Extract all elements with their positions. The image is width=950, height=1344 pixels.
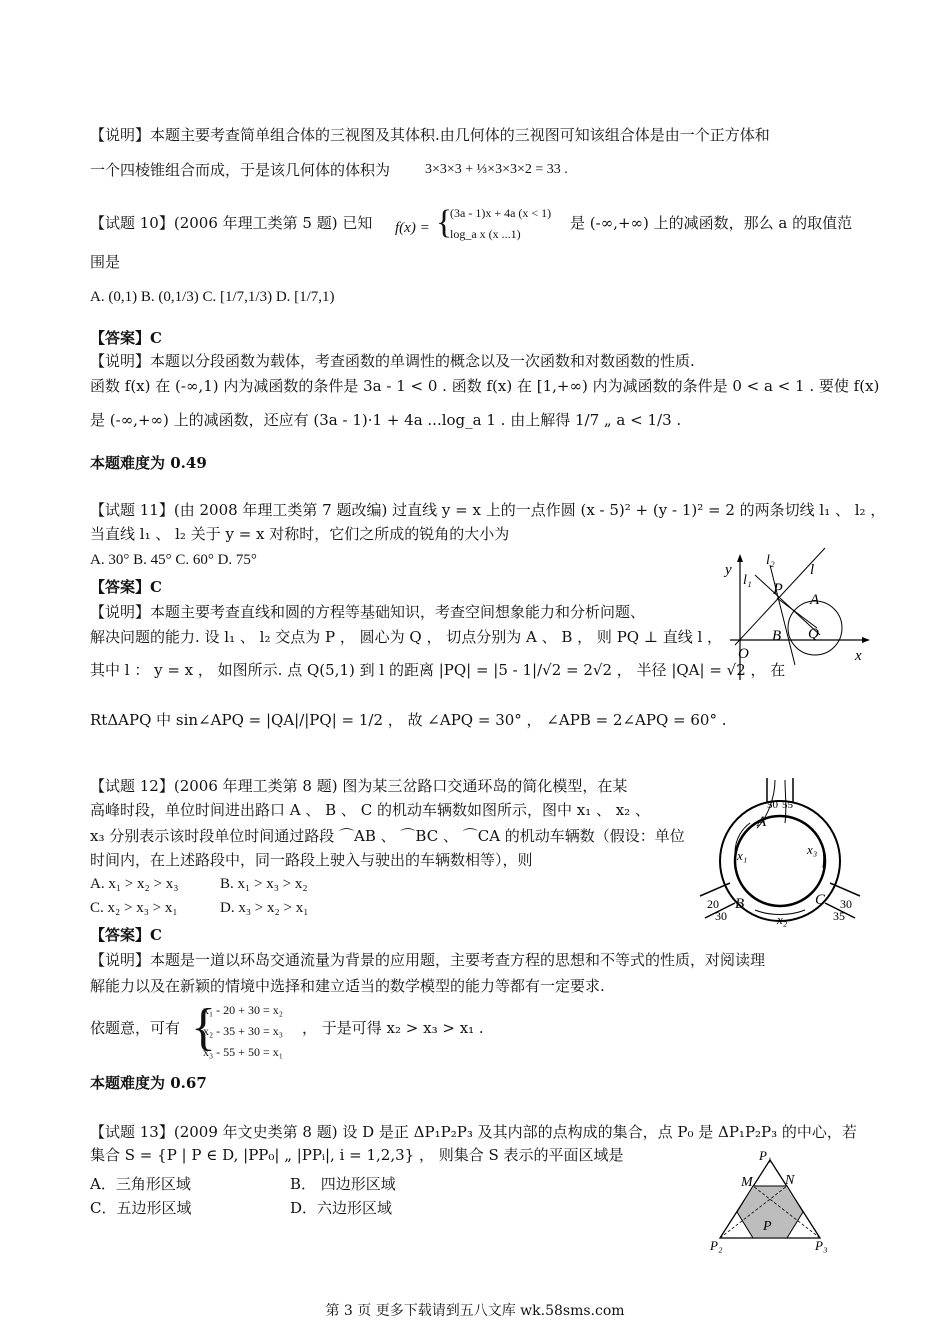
piecewise-case-1: (3a - 1)x + 4a (x < 1)	[450, 206, 552, 220]
question-11-heading: 【试题 11】(由 2008 年理工类第 7 题改编) 过直线 y = x 上的一点作圆 (x - 5)² + (y - 1)² = 2 的两条切线 l₁ 、 l₂ ，	[90, 501, 886, 519]
option-a: A. x₁ > x₂ > x₃	[90, 876, 179, 892]
count-55: 55	[782, 799, 793, 811]
explanation-line: 【说明】本题是一道以环岛交通流量为背景的应用题，主要考查方程的思想和不等式的性质，对阅读理	[90, 951, 766, 969]
inner-ring	[735, 816, 825, 906]
question-12-heading: 【试题 12】(2006 年理工类第 8 题) 图为某三岔路口交通环岛的简化模型，在某	[90, 777, 628, 795]
count-50: 50	[767, 799, 778, 811]
question-13-text: 集合 S = {P | P ∈ D, |PP₀| „ |PPᵢ|, i = 1,2,3} ， 则集合 S 表示的平面区域是	[90, 1146, 624, 1164]
question-11-text: 当直线 l₁ 、 l₂ 关于 y = x 对称时，它们之所成的锐角的大小为	[90, 525, 510, 543]
brace: {	[436, 204, 453, 241]
equation-1: x₁ - 20 + 30 = x₂	[203, 1003, 283, 1017]
option-c: C．五边形区域	[90, 1199, 192, 1217]
label-n: N	[785, 1173, 795, 1188]
label-y: y	[725, 562, 732, 578]
label-p2: P₂	[710, 1238, 723, 1253]
label-x1: x₁	[737, 848, 748, 863]
question-11-options: A. 30° B. 45° C. 60° D. 75°	[90, 552, 257, 568]
label-m: M	[741, 1175, 753, 1190]
label-l2: l₂	[766, 553, 775, 568]
tangent-lines-figure	[700, 540, 875, 690]
label-p: P	[773, 581, 783, 598]
question-10-options: A. (0,1) B. (0,1/3) C. [1/7,1/3) D. [1/7,1)	[90, 289, 335, 305]
question-12-text: 时间内，在上述路段中，同一路段上驶入与驶出的车辆数相等），则	[90, 851, 533, 869]
explanation-line: RtΔAPQ 中 sin∠APQ = |QA|/|PQ| = 1/2 ， 故 ∠APQ = 30° ， ∠APB = 2∠APQ = 60° .	[90, 711, 727, 729]
label-x2: x₂	[777, 912, 788, 927]
difficulty: 本题难度为 0.67	[90, 1074, 207, 1092]
brace: {	[191, 999, 216, 1056]
question-10-text: 是 (-∞,+∞) 上的减函数，那么 a 的取值范	[570, 214, 853, 232]
label-o: O	[738, 646, 749, 662]
road-c-top	[830, 883, 860, 896]
roundabout-figure	[695, 778, 870, 928]
option-a: A．三角形区域	[90, 1175, 191, 1193]
count-35: 35	[833, 909, 845, 923]
conclusion: ， 于是可得 x₂ > x₃ > x₁ .	[302, 1019, 484, 1037]
label-q: Q	[808, 626, 819, 642]
y-axis-arrow	[737, 554, 743, 562]
label-l: l	[810, 562, 815, 578]
question-13-heading: 【试题 13】(2009 年文史类第 8 题) 设 D 是正 ΔP₁P₂P₃ 及其内部的点构成的集合，点 P₀ 是 ΔP₁P₂P₃ 的中心，若	[90, 1123, 857, 1141]
explanation-line: 解决问题的能力. 设 l₁ 、 l₂ 交点为 P ， 圆心为 Q ， 切点分别为 A 、 B ， 则 PQ ⊥ 直线 l ，	[90, 628, 723, 646]
count-20: 20	[707, 897, 719, 911]
label-a: A	[757, 814, 767, 830]
question-12-text: x₃ 分别表示该时段单位时间通过路段 ⌒AB 、 ⌒BC 、 ⌒CA 的机动车辆数（假设：单位	[90, 827, 685, 845]
explanation-line: 一个四棱锥组合而成，于是该几何体的体积为	[90, 161, 391, 179]
piecewise-function-label: f(x) =	[395, 220, 430, 236]
answer: 【答案】C	[90, 329, 162, 347]
difficulty: 本题难度为 0.49	[90, 454, 207, 472]
option-d: D. x₃ > x₂ > x₁	[220, 900, 309, 916]
label-x3: x₃	[807, 842, 818, 857]
option-b: B． 四边形区域	[290, 1175, 396, 1193]
question-12-text: 高峰时段，单位时间进出路口 A 、 B 、 C 的机动车辆数如图所示，图中 x₁ 、 x₂ 、	[90, 801, 650, 819]
question-10-heading: 【试题 10】(2006 年理工类第 5 题) 已知	[90, 214, 373, 232]
explanation-line: 【说明】本题主要考查直线和圆的方程等基础知识，考查空间想象能力和分析问题、	[90, 603, 646, 621]
page-footer: 第 3 页 更多下载请到五八文库 wk.58sms.com	[325, 1303, 625, 1319]
option-d: D．六边形区域	[290, 1199, 393, 1217]
label-b: B	[735, 896, 745, 912]
volume-formula: 3×3×3 + ⅓×3×3×2 = 33 .	[425, 162, 568, 177]
label-l1: l₁	[743, 573, 752, 588]
count-30-c: 30	[840, 897, 852, 911]
label-a: A	[810, 592, 820, 608]
label-p3: P₃	[815, 1238, 828, 1253]
explanation-line: 其中 l ： y = x ， 如图所示. 点 Q(5,1) 到 l 的距离 |PQ| = |5 - 1|/√2 = 2√2 ， 半径 |QA| = √2 ， 在	[90, 661, 786, 679]
question-10-text-2: 围是	[90, 253, 121, 271]
option-c: C. x₂ > x₃ > x₁	[90, 900, 178, 916]
label-p: P	[763, 1219, 772, 1234]
system-intro: 依题意，可有	[90, 1019, 181, 1037]
answer: 【答案】C	[90, 578, 162, 596]
triangle-region-figure	[705, 1148, 835, 1258]
label-x: x	[855, 648, 862, 664]
x-axis-arrow	[862, 637, 870, 643]
explanation-line: 是 (-∞,+∞) 上的减函数，还应有 (3a - 1)·1 + 4a ...log_a 1 . 由上解得 1/7 „ a < 1/3 .	[90, 411, 682, 429]
explanation-line: 【说明】本题主要考查简单组合体的三视图及其体积.由几何体的三视图可知该组合体是由一个正方体和	[90, 126, 770, 144]
piecewise-case-2: log_a x (x ...1)	[450, 227, 521, 241]
explanation-line: 【说明】本题以分段函数为载体，考查函数的单调性的概念以及一次函数和对数函数的性质.	[90, 352, 695, 370]
option-b: B. x₁ > x₃ > x₂	[220, 876, 308, 892]
road-b-top	[700, 883, 730, 896]
explanation-line: 函数 f(x) 在 (-∞,1) 内为减函数的条件是 3a - 1 < 0 . 函数 f(x) 在 [1,+∞) 内为减函数的条件是 0 < a < 1 . 要使 f(x)	[90, 377, 880, 395]
equation-3: x₃ - 55 + 50 = x₁	[203, 1045, 283, 1059]
label-p1: P₁	[759, 1148, 772, 1163]
equation-2: x₂ - 35 + 30 = x₃	[203, 1024, 283, 1038]
label-b: B	[772, 628, 782, 644]
answer: 【答案】C	[90, 926, 162, 944]
count-30-b: 30	[715, 909, 727, 923]
explanation-line: 解能力以及在新颖的情境中选择和建立适当的数学模型的能力等都有一定要求.	[90, 977, 605, 995]
label-c: C	[815, 892, 826, 908]
